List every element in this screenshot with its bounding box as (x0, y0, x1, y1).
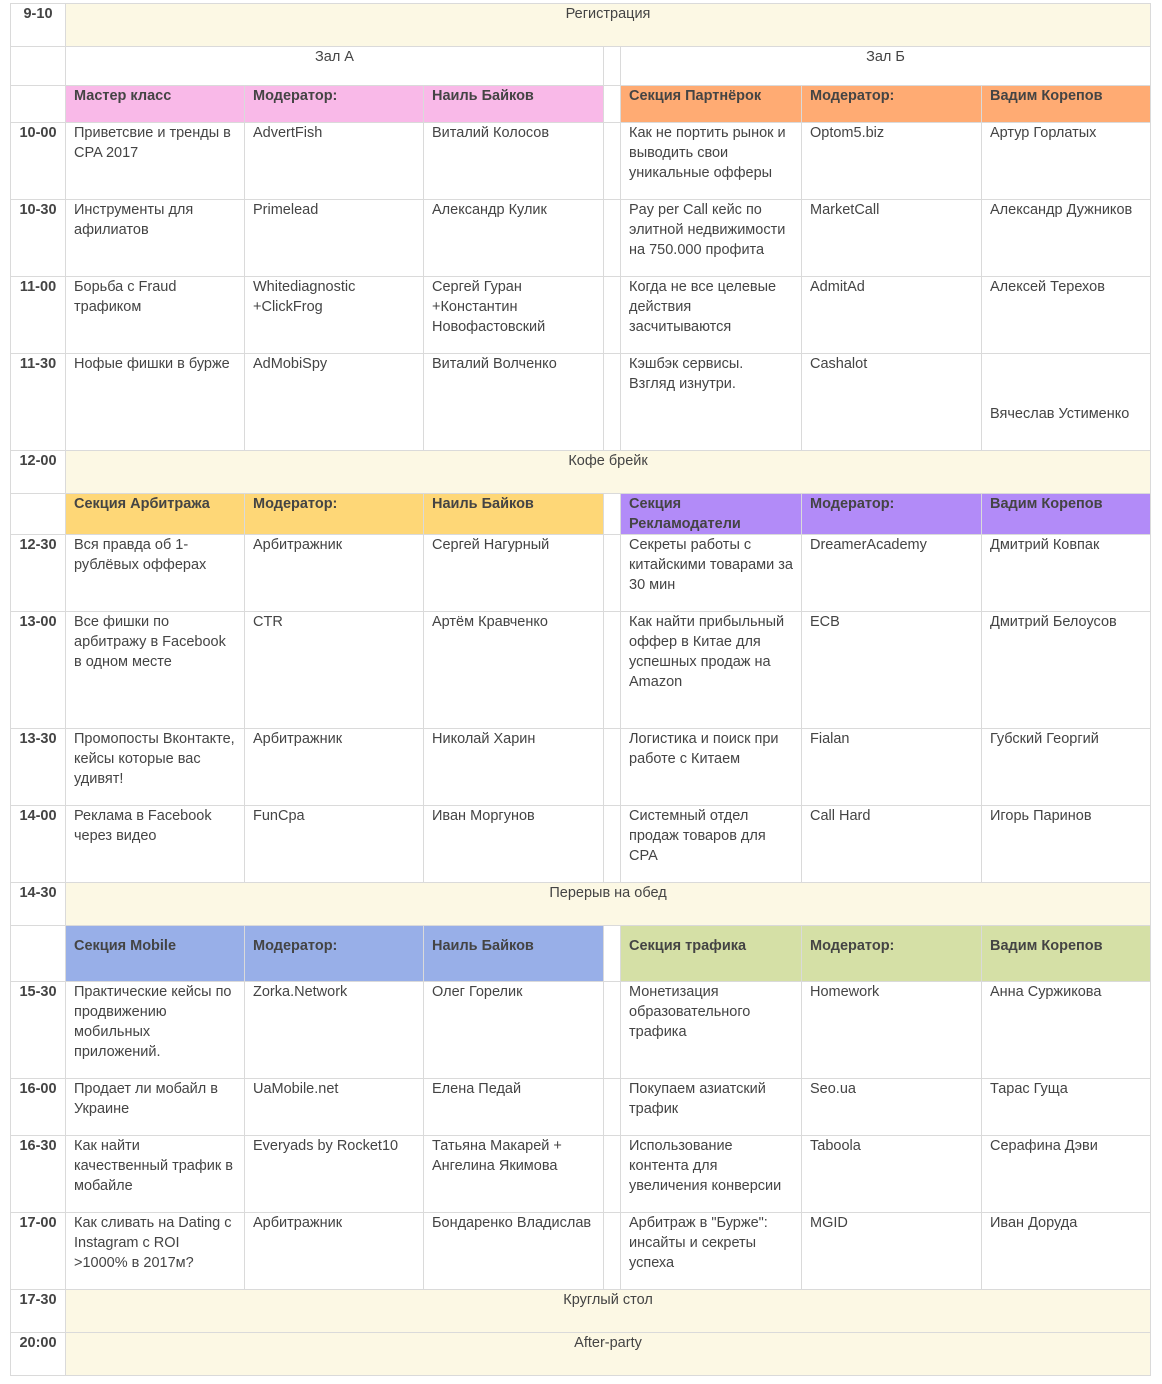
hall-gap (604, 354, 621, 451)
section-a-moderator-label: Модератор: (245, 926, 424, 982)
hall-gap (604, 729, 621, 806)
section-a-name: Секция Mobile (66, 926, 245, 982)
hall-a-company: Арбитражник (245, 729, 424, 806)
section-b-moderator-label: Модератор: (802, 494, 982, 535)
section-a-moderator: Наиль Байков (424, 494, 604, 535)
hall-b-speaker: Серафина Дэви (982, 1136, 1151, 1213)
section-a-moderator-label: Модератор: (245, 494, 424, 535)
hall-a-topic: Продает ли мобайл в Украине (66, 1079, 245, 1136)
hall-b-topic: Секреты работы с китайскими товарами за 30 мин (621, 535, 802, 612)
section-b-name: Секция трафика (621, 926, 802, 982)
hall-a-company: FunCpa (245, 806, 424, 883)
banner-row-registration (11, 4, 1151, 47)
hall-b-company: Seo.ua (802, 1079, 982, 1136)
banner-lunch: Перерыв на обед (66, 883, 1151, 926)
hall-b-topic: Монетизация образовательного трафика (621, 982, 802, 1079)
hall-b-company: Homework (802, 982, 982, 1079)
empty-time-cell (11, 47, 66, 86)
time-cell: 17-00 (11, 1213, 66, 1290)
section-b-name: Секция Партнёрок (621, 86, 802, 123)
banner-row-roundtable (11, 1290, 1151, 1333)
hall-a-speaker: Олег Горелик (424, 982, 604, 1079)
hall-a-topic: Борьба с Fraud трафиком (66, 277, 245, 354)
hall-a-topic: Реклама в Facebook через видео (66, 806, 245, 883)
hall-a-topic: Вся правда об 1-рублёвых офферах (66, 535, 245, 612)
hall-b-topic: Логистика и поиск при работе с Китаем (621, 729, 802, 806)
time-cell: 14-30 (11, 883, 66, 926)
hall-b-topic: Как не портить рынок и выводить свои уникальные офферы (621, 123, 802, 200)
hall-a-topic: Инструменты для афилиатов (66, 200, 245, 277)
hall-b-speaker: Дмитрий Ковпак (982, 535, 1151, 612)
hall-a-speaker: Сергей Нагурный (424, 535, 604, 612)
hall-a-speaker: Виталий Волченко (424, 354, 604, 451)
hall-a-speaker: Бондаренко Владислав (424, 1213, 604, 1290)
hall-gap (604, 494, 621, 535)
hall-a-company: AdMobiSpy (245, 354, 424, 451)
hall-gap (604, 806, 621, 883)
empty-time-cell (11, 926, 66, 982)
session-row (11, 123, 1151, 200)
hall-b-company: ECB (802, 612, 982, 729)
time-cell: 10-30 (11, 200, 66, 277)
time-cell: 15-30 (11, 982, 66, 1079)
hall-b-topic: Покупаем азиатский трафик (621, 1079, 802, 1136)
hall-a-company: UaMobile.net (245, 1079, 424, 1136)
hall-gap (604, 47, 621, 86)
time-cell: 13-00 (11, 612, 66, 729)
session-row (11, 612, 1151, 729)
hall-gap (604, 1213, 621, 1290)
hall-b-speaker: Артур Горлатых (982, 123, 1151, 200)
hall-b-speaker: Анна Суржикова (982, 982, 1151, 1079)
hall-b-company: Fialan (802, 729, 982, 806)
hall-a-topic: Промопосты Вконтакте, кейсы которые вас удивят! (66, 729, 245, 806)
banner-row-afterparty (11, 1333, 1151, 1376)
session-row (11, 535, 1151, 612)
hall-gap (604, 86, 621, 123)
hall-b-company: Call Hard (802, 806, 982, 883)
time-cell: 11-00 (11, 277, 66, 354)
hall-b-company: Cashalot (802, 354, 982, 451)
hall-a-company: AdvertFish (245, 123, 424, 200)
session-row (11, 200, 1151, 277)
time-cell: 11-30 (11, 354, 66, 451)
hall-a-company: Арбитражник (245, 1213, 424, 1290)
hall-b-speaker: Игорь Паринов (982, 806, 1151, 883)
hall-gap (604, 982, 621, 1079)
section-a-moderator: Наиль Байков (424, 86, 604, 123)
time-cell: 12-00 (11, 451, 66, 494)
hall-a-topic: Как найти качественный трафик в мобайле (66, 1136, 245, 1213)
time-cell: 16-00 (11, 1079, 66, 1136)
hall-b-topic: Использование контента для увеличения конверсии (621, 1136, 802, 1213)
hall-gap (604, 1136, 621, 1213)
hall-b-company: DreamerAcademy (802, 535, 982, 612)
hall-b-topic: Кэшбэк сервисы. Взгляд изнутри. (621, 354, 802, 451)
hall-gap (604, 612, 621, 729)
session-row (11, 277, 1151, 354)
hall-b-company: AdmitAd (802, 277, 982, 354)
banner-registration: Регистрация (66, 4, 1151, 47)
section-row-3 (11, 926, 1151, 982)
hall-b-topic: Как найти прибыльный оффер в Китае для успешных продаж на Amazon (621, 612, 802, 729)
session-row (11, 982, 1151, 1079)
hall-a-speaker: Татьяна Макарей + Ангелина Якимова (424, 1136, 604, 1213)
hall-a-company: Primelead (245, 200, 424, 277)
hall-a-speaker: Сергей Гуран +Константин Новофастовский (424, 277, 604, 354)
hall-a-speaker: Елена Педай (424, 1079, 604, 1136)
hall-gap (604, 277, 621, 354)
hall-b-company: MGID (802, 1213, 982, 1290)
hall-gap (604, 123, 621, 200)
section-b-moderator: Вадим Корепов (982, 926, 1151, 982)
banner-row-coffee (11, 451, 1151, 494)
hall-gap (604, 535, 621, 612)
session-row (11, 1213, 1151, 1290)
hall-gap (604, 200, 621, 277)
hall-b-speaker: Дмитрий Белоусов (982, 612, 1151, 729)
hall-a-topic: Нофые фишки в бурже (66, 354, 245, 451)
hall-a-company: Everyads by Rocket10 (245, 1136, 424, 1213)
hall-a-company: Zorka.Network (245, 982, 424, 1079)
section-b-moderator: Вадим Корепов (982, 494, 1151, 535)
hall-b-company: Optom5.biz (802, 123, 982, 200)
section-row-1 (11, 86, 1151, 123)
section-a-moderator-label: Модератор: (245, 86, 424, 123)
hall-gap (604, 926, 621, 982)
hall-b-speaker: Александр Дужников (982, 200, 1151, 277)
banner-coffee: Кофе брейк (66, 451, 1151, 494)
empty-time-cell (11, 494, 66, 535)
hall-a-topic: Приветсвие и тренды в CPA 2017 (66, 123, 245, 200)
hall-b-topic: Pay per Call кейс по элитной недвижимости на 750.000 профита (621, 200, 802, 277)
banner-row-lunch (11, 883, 1151, 926)
section-a-moderator: Наиль Байков (424, 926, 604, 982)
banner-roundtable: Круглый стол (66, 1290, 1151, 1333)
hall-b-topic: Арбитраж в "Бурже": инсайты и секреты успеха (621, 1213, 802, 1290)
hall-a-company: Whitediagnostic +ClickFrog (245, 277, 424, 354)
time-cell: 16-30 (11, 1136, 66, 1213)
hall-header-row (11, 47, 1151, 86)
section-b-moderator-label: Модератор: (802, 86, 982, 123)
session-row (11, 1079, 1151, 1136)
hall-a-topic: Практические кейсы по продвижению мобильных приложений. (66, 982, 245, 1079)
time-cell: 14-00 (11, 806, 66, 883)
session-row (11, 806, 1151, 883)
section-a-name: Мастер класс (66, 86, 245, 123)
hall-b-speaker: Тарас Гуща (982, 1079, 1151, 1136)
time-cell: 20:00 (11, 1333, 66, 1376)
hall-a-speaker: Виталий Колосов (424, 123, 604, 200)
hall-b-company: MarketCall (802, 200, 982, 277)
section-b-name: Секция Рекламодатели (621, 494, 802, 535)
session-row (11, 354, 1151, 451)
hall-a-company: Арбитражник (245, 535, 424, 612)
hall-a-company: CTR (245, 612, 424, 729)
time-cell: 13-30 (11, 729, 66, 806)
hall-a-topic: Все фишки по арбитражу в Facebook в одном месте (66, 612, 245, 729)
section-b-moderator-label: Модератор: (802, 926, 982, 982)
session-row (11, 729, 1151, 806)
hall-b-speaker: Алексей Терехов (982, 277, 1151, 354)
time-cell: 12-30 (11, 535, 66, 612)
hall-gap (604, 1079, 621, 1136)
hall-a-speaker: Иван Моргунов (424, 806, 604, 883)
hall-b-topic: Системный отдел продаж товаров для CPA (621, 806, 802, 883)
time-cell: 17-30 (11, 1290, 66, 1333)
schedule-table (10, 3, 1151, 1376)
hall-a-title: Зал А (66, 47, 604, 86)
hall-b-speaker: Вячеслав Устименко (982, 354, 1151, 451)
hall-b-topic: Когда не все целевые действия засчитываются (621, 277, 802, 354)
hall-b-title: Зал Б (621, 47, 1151, 86)
hall-b-speaker: Губский Георгий (982, 729, 1151, 806)
banner-afterparty: After-party (66, 1333, 1151, 1376)
hall-a-speaker: Николай Харин (424, 729, 604, 806)
hall-b-speaker: Иван Доруда (982, 1213, 1151, 1290)
section-b-moderator: Вадим Корепов (982, 86, 1151, 123)
hall-a-speaker: Артём Кравченко (424, 612, 604, 729)
hall-a-speaker: Александр Кулик (424, 200, 604, 277)
empty-time-cell (11, 86, 66, 123)
session-row (11, 1136, 1151, 1213)
hall-b-company: Taboola (802, 1136, 982, 1213)
hall-a-topic: Как сливать на Dating с Instagram с ROI >1000% в 2017м? (66, 1213, 245, 1290)
section-a-name: Секция Арбитража (66, 494, 245, 535)
time-cell: 9-10 (11, 4, 66, 47)
section-row-2 (11, 494, 1151, 535)
time-cell: 10-00 (11, 123, 66, 200)
